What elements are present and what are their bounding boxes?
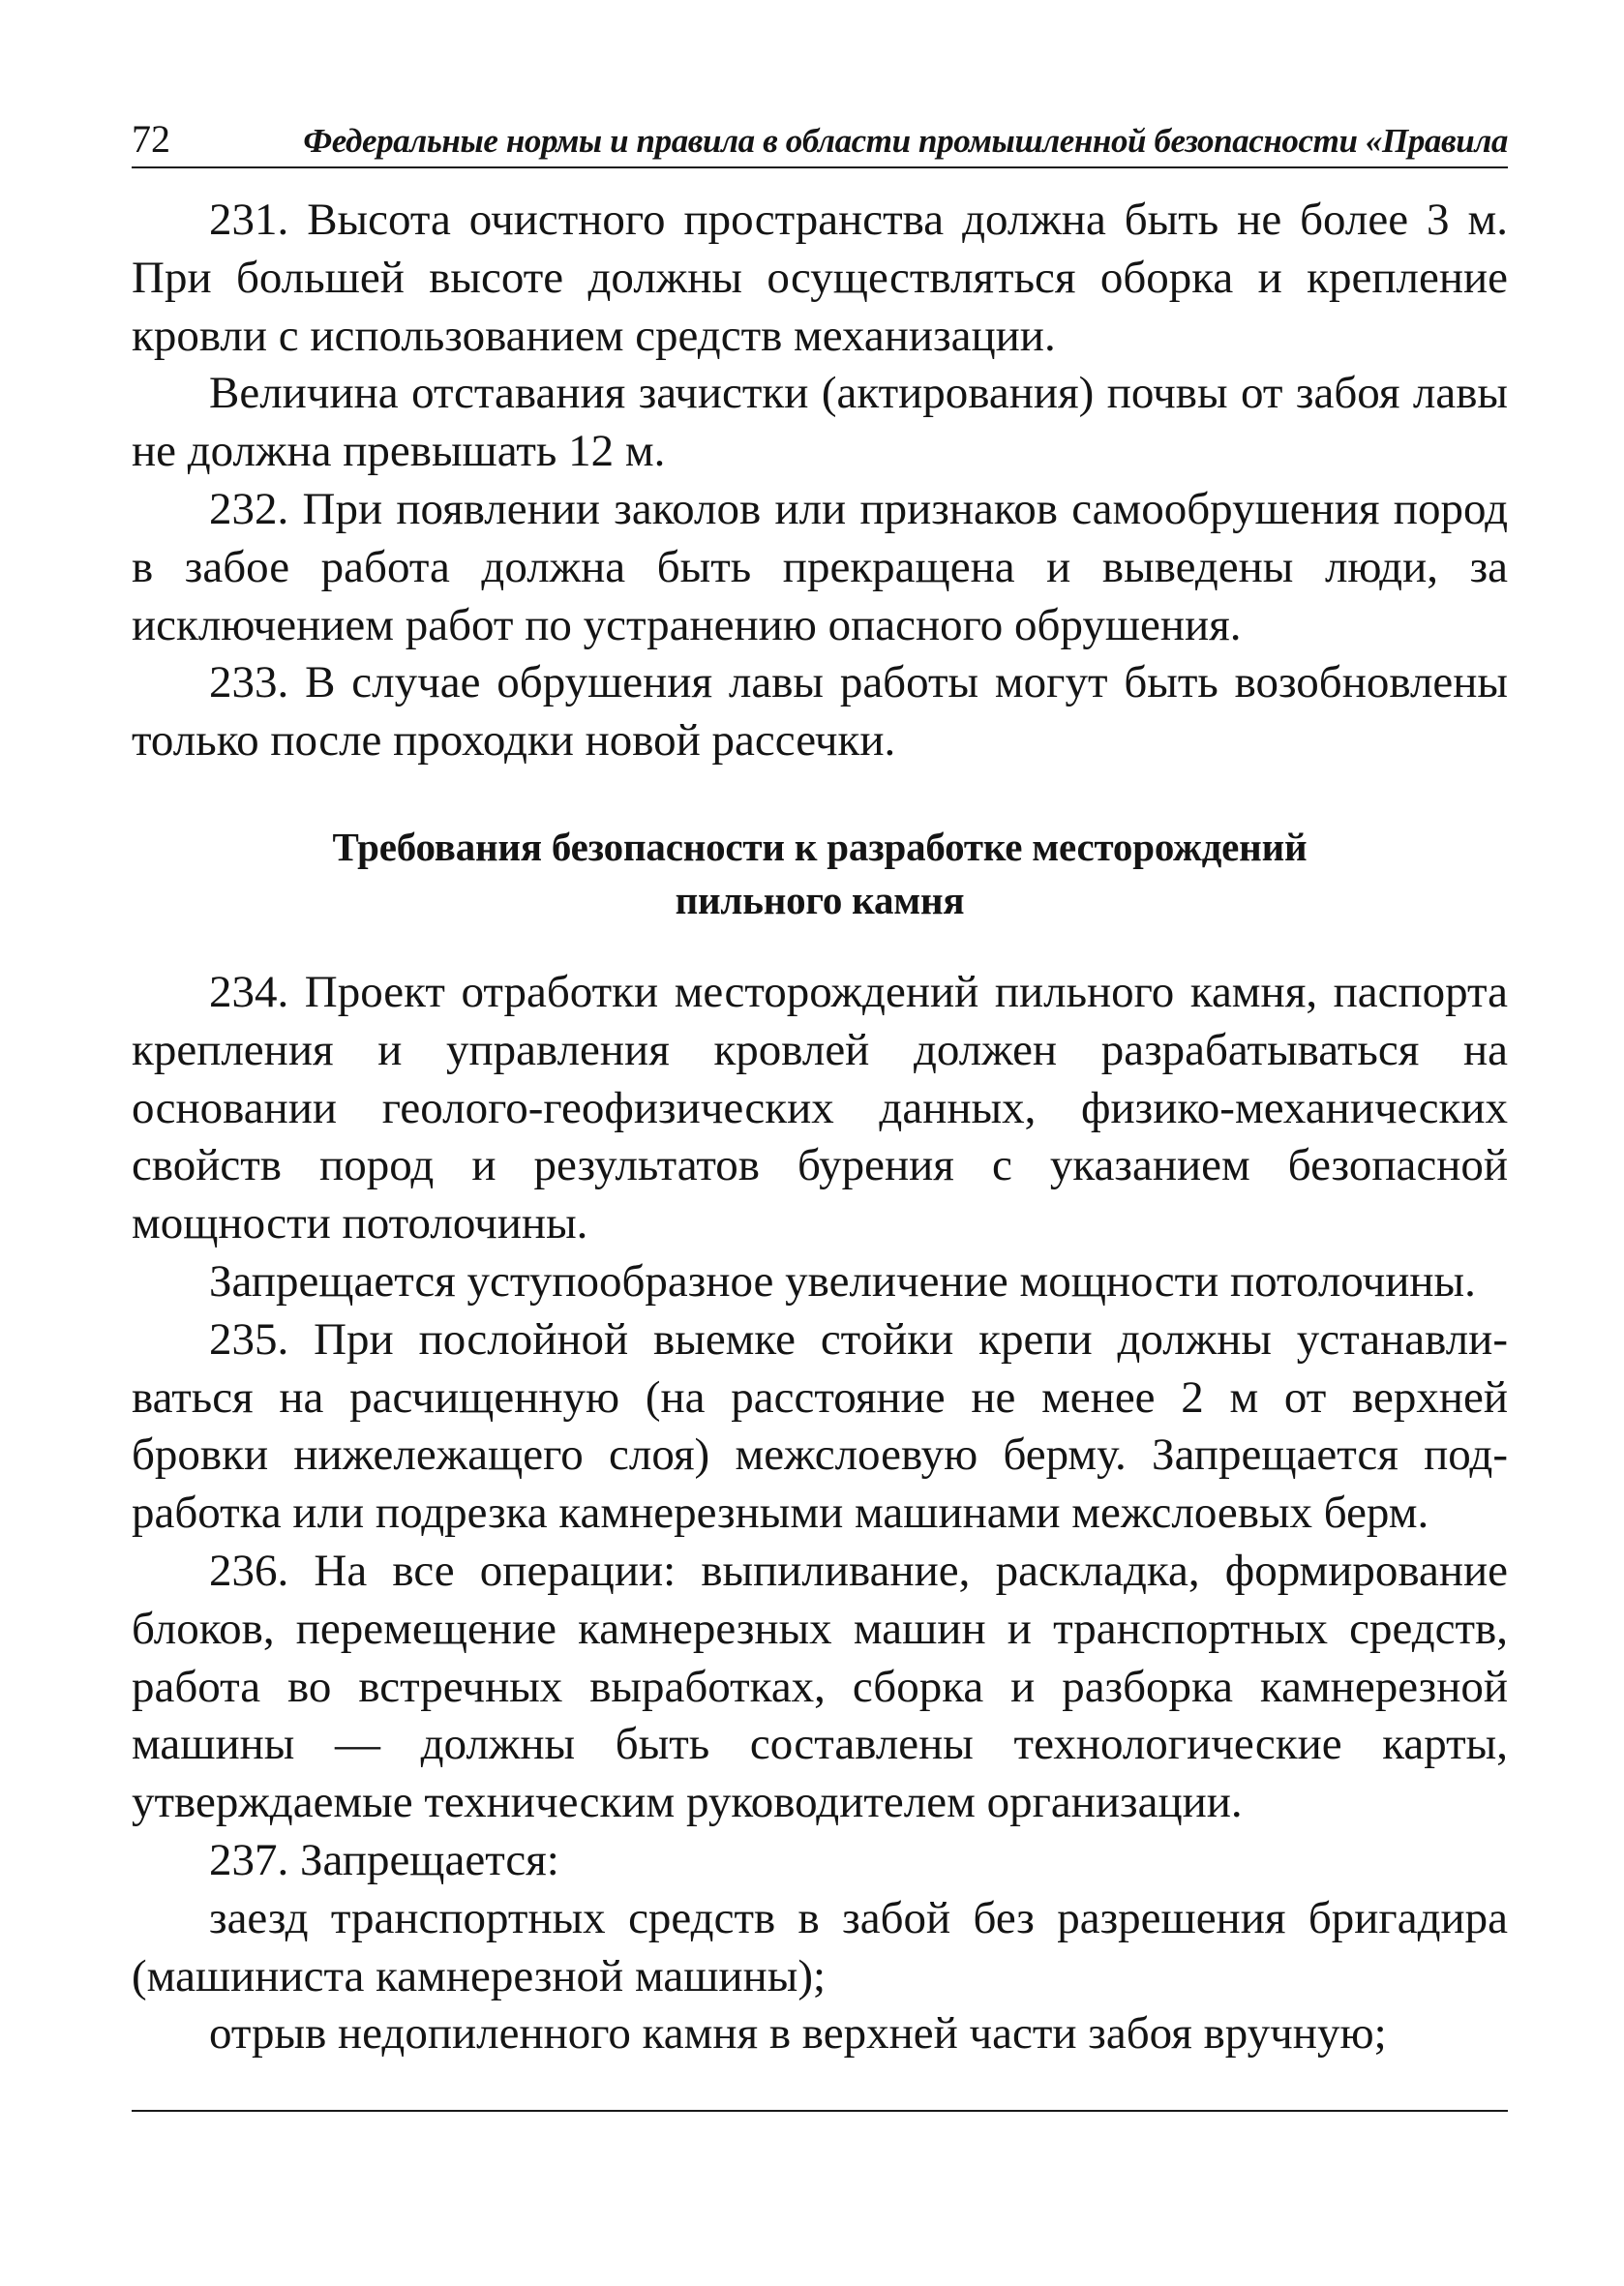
paragraph-237: 237. Запрещается: bbox=[209, 1834, 559, 1885]
paragraph-237-item-1: заезд транспортных средств в забой без разрешения бригадира (машиниста камнерезной машины); bbox=[132, 1892, 1508, 2001]
paragraph-231: 231. Высота очистного пространства должна быть не более 3 м. При большей высоте должны осуществляться оборка и крепление кровли с использованием средств механизации. bbox=[132, 195, 1508, 361]
paragraph-236: 236. На все операции: выпиливание, раскладка, формирование блоков, перемещение камнерезных машин и транспортных средств, работа во встречных выработках, сборка и разборка камнерезной машины — должны быть составлены технологические карты, утверждаемые техническим руководителем организации. bbox=[132, 1545, 1508, 1828]
paragraph-231-continuation: Величина отставания зачистки (актирования) почвы от забоя лавы не должна превышать 12 м. bbox=[132, 368, 1508, 477]
bottom-rule bbox=[132, 2110, 1508, 2112]
page-number: 72 bbox=[132, 117, 170, 161]
paragraph-237-item-2: отрыв недопиленного камня в верхней части забоя вручную; bbox=[209, 2008, 1387, 2060]
paragraph-233: 233. В случае обрушения лавы работы могут быть возобновлены только после проходки новой рассечки. bbox=[132, 657, 1508, 767]
paragraph-235: 235. При послойной выемке стойки крепи должны устанавливаться на расчищенную (на расстояние не менее 2 м от верхней бровки нижележащего слоя) межслоевую берму. Запрещается подработка или подрезка камнерезными машинами межслоевых берм. bbox=[132, 1313, 1508, 1539]
paragraph-232: 232. При появлении заколов или признаков самообрушения пород в забое работа должна быть прекращена и выведены люди, за исключением работ по устранению опасного обрушения. bbox=[132, 483, 1508, 650]
running-header-title: Федеральные нормы и правила в области промышленной безопасности «Правила bbox=[303, 122, 1508, 160]
section-heading-line-2: пильного камня bbox=[675, 877, 965, 922]
paragraph-234-continuation: Запрещается уступообразное увеличение мощности потолочины. bbox=[209, 1255, 1476, 1307]
document-page bbox=[132, 116, 1508, 2063]
paragraph-234: 234. Проект отработки месторождений пильного камня, паспорта крепления и управления кровлей должен разрабатываться на основании геолого-геофизических данных, физико-механических свойств пород и результатов бурения с указанием безопасной мощности потолочины. bbox=[132, 966, 1508, 1249]
body-text bbox=[132, 192, 1508, 2063]
running-header bbox=[132, 116, 1508, 168]
section-heading-line-1: Требования безопасности к разработке месторождений bbox=[332, 824, 1308, 869]
section-heading bbox=[132, 821, 1508, 927]
